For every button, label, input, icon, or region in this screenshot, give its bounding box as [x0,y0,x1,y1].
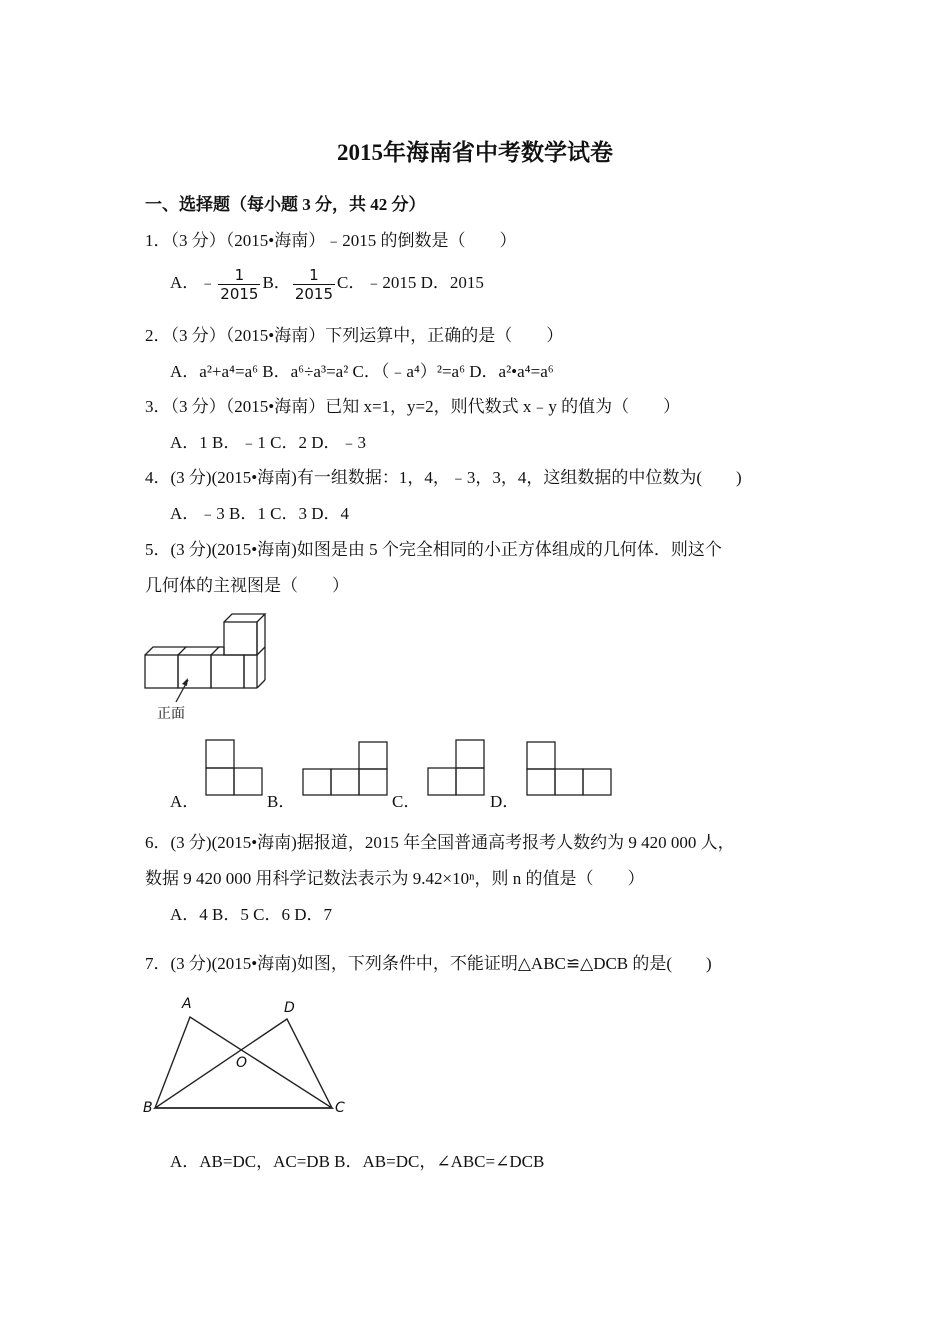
q5-front-label: 正面 [157,706,185,722]
question-6-options: A．4 B．5 C．6 D．7 [170,905,332,924]
question-3-options: A．1 B．﹣1 C．2 D．﹣3 [170,433,366,452]
q5-option-a-figure [205,739,263,797]
question-1-options [170,262,484,304]
q5-cube-figure [140,610,285,695]
q5-option-b-figure [302,741,388,797]
q5-option-b-label: B． [267,792,296,811]
q1-option-b-prefix: B． [262,273,291,292]
q1-fraction-b [293,266,335,303]
question-5-stem-line-2: 几何体的主视图是（ ） [145,576,349,595]
question-2-options: A．a²+a⁴=a⁶ B．a⁶÷a³=a² C．（﹣a⁴）²=a⁶ D．a²•a⁴=a⁶ [170,362,554,381]
q7-label-c: C [335,1100,345,1116]
q1-fraction-b-numerator: 1 [293,266,335,285]
q7-label-a: A [182,996,192,1012]
q5-option-a-label: A． [170,792,200,811]
question-7-stem: 7．(3 分)(2015•海南)如图，下列条件中，不能证明△ABC≌△DCB 的是( ) [145,954,712,973]
q7-label-b: B [143,1100,153,1116]
q1-fraction-a-numerator: 1 [218,266,260,285]
question-6-stem-line-2: 数据 9 420 000 用科学记数法表示为 9.42×10ⁿ，则 n 的值是（ ） [145,869,645,888]
question-3-stem: 3．（3 分）（2015•海南）已知 x=1，y=2，则代数式 x﹣y 的值为（ ） [145,397,681,416]
q1-options-rest: C．﹣2015 D．2015 [337,273,484,292]
q5-option-c-label: C． [392,792,421,811]
question-6-stem-line-1: 6．(3 分)(2015•海南)据报道，2015 年全国普通高考报考人数约为 9 420 000 人， [145,833,735,852]
question-5-stem-line-1: 5．(3 分)(2015•海南)如图是由 5 个完全相同的小正方体组成的几何体．则这个 [145,540,722,559]
section-heading: 一、选择题（每小题 3 分，共 42 分） [145,195,426,214]
q1-fraction-b-denominator: 2015 [294,284,333,303]
question-7-options: A．AB=DC，AC=DB B．AB=DC，∠ABC=∠DCB [170,1152,545,1171]
question-4-stem: 4．(3 分)(2015•海南)有一组数据：1，4，﹣3，3，4，这组数据的中位数为( ) [145,468,742,487]
page-title: 2015年海南省中考数学试卷 [337,140,613,165]
question-4-options: A．﹣3 B．1 C．3 D．4 [170,504,349,523]
q7-triangle-figure [140,995,355,1120]
q5-option-c-figure [427,739,485,797]
question-2-stem: 2．（3 分）（2015•海南）下列运算中，正确的是（ ） [145,326,564,345]
q7-label-d: D [284,1000,295,1016]
q1-option-a-prefix: A．﹣ [170,273,217,292]
q5-option-d-figure [526,741,612,797]
q7-label-o: O [236,1055,248,1071]
question-1-stem: 1．（3 分）（2015•海南）﹣2015 的倒数是（ ） [145,231,517,250]
q1-fraction-a-denominator: 2015 [220,284,259,303]
q5-option-d-label: D． [490,792,520,811]
q1-fraction-a [218,266,260,303]
